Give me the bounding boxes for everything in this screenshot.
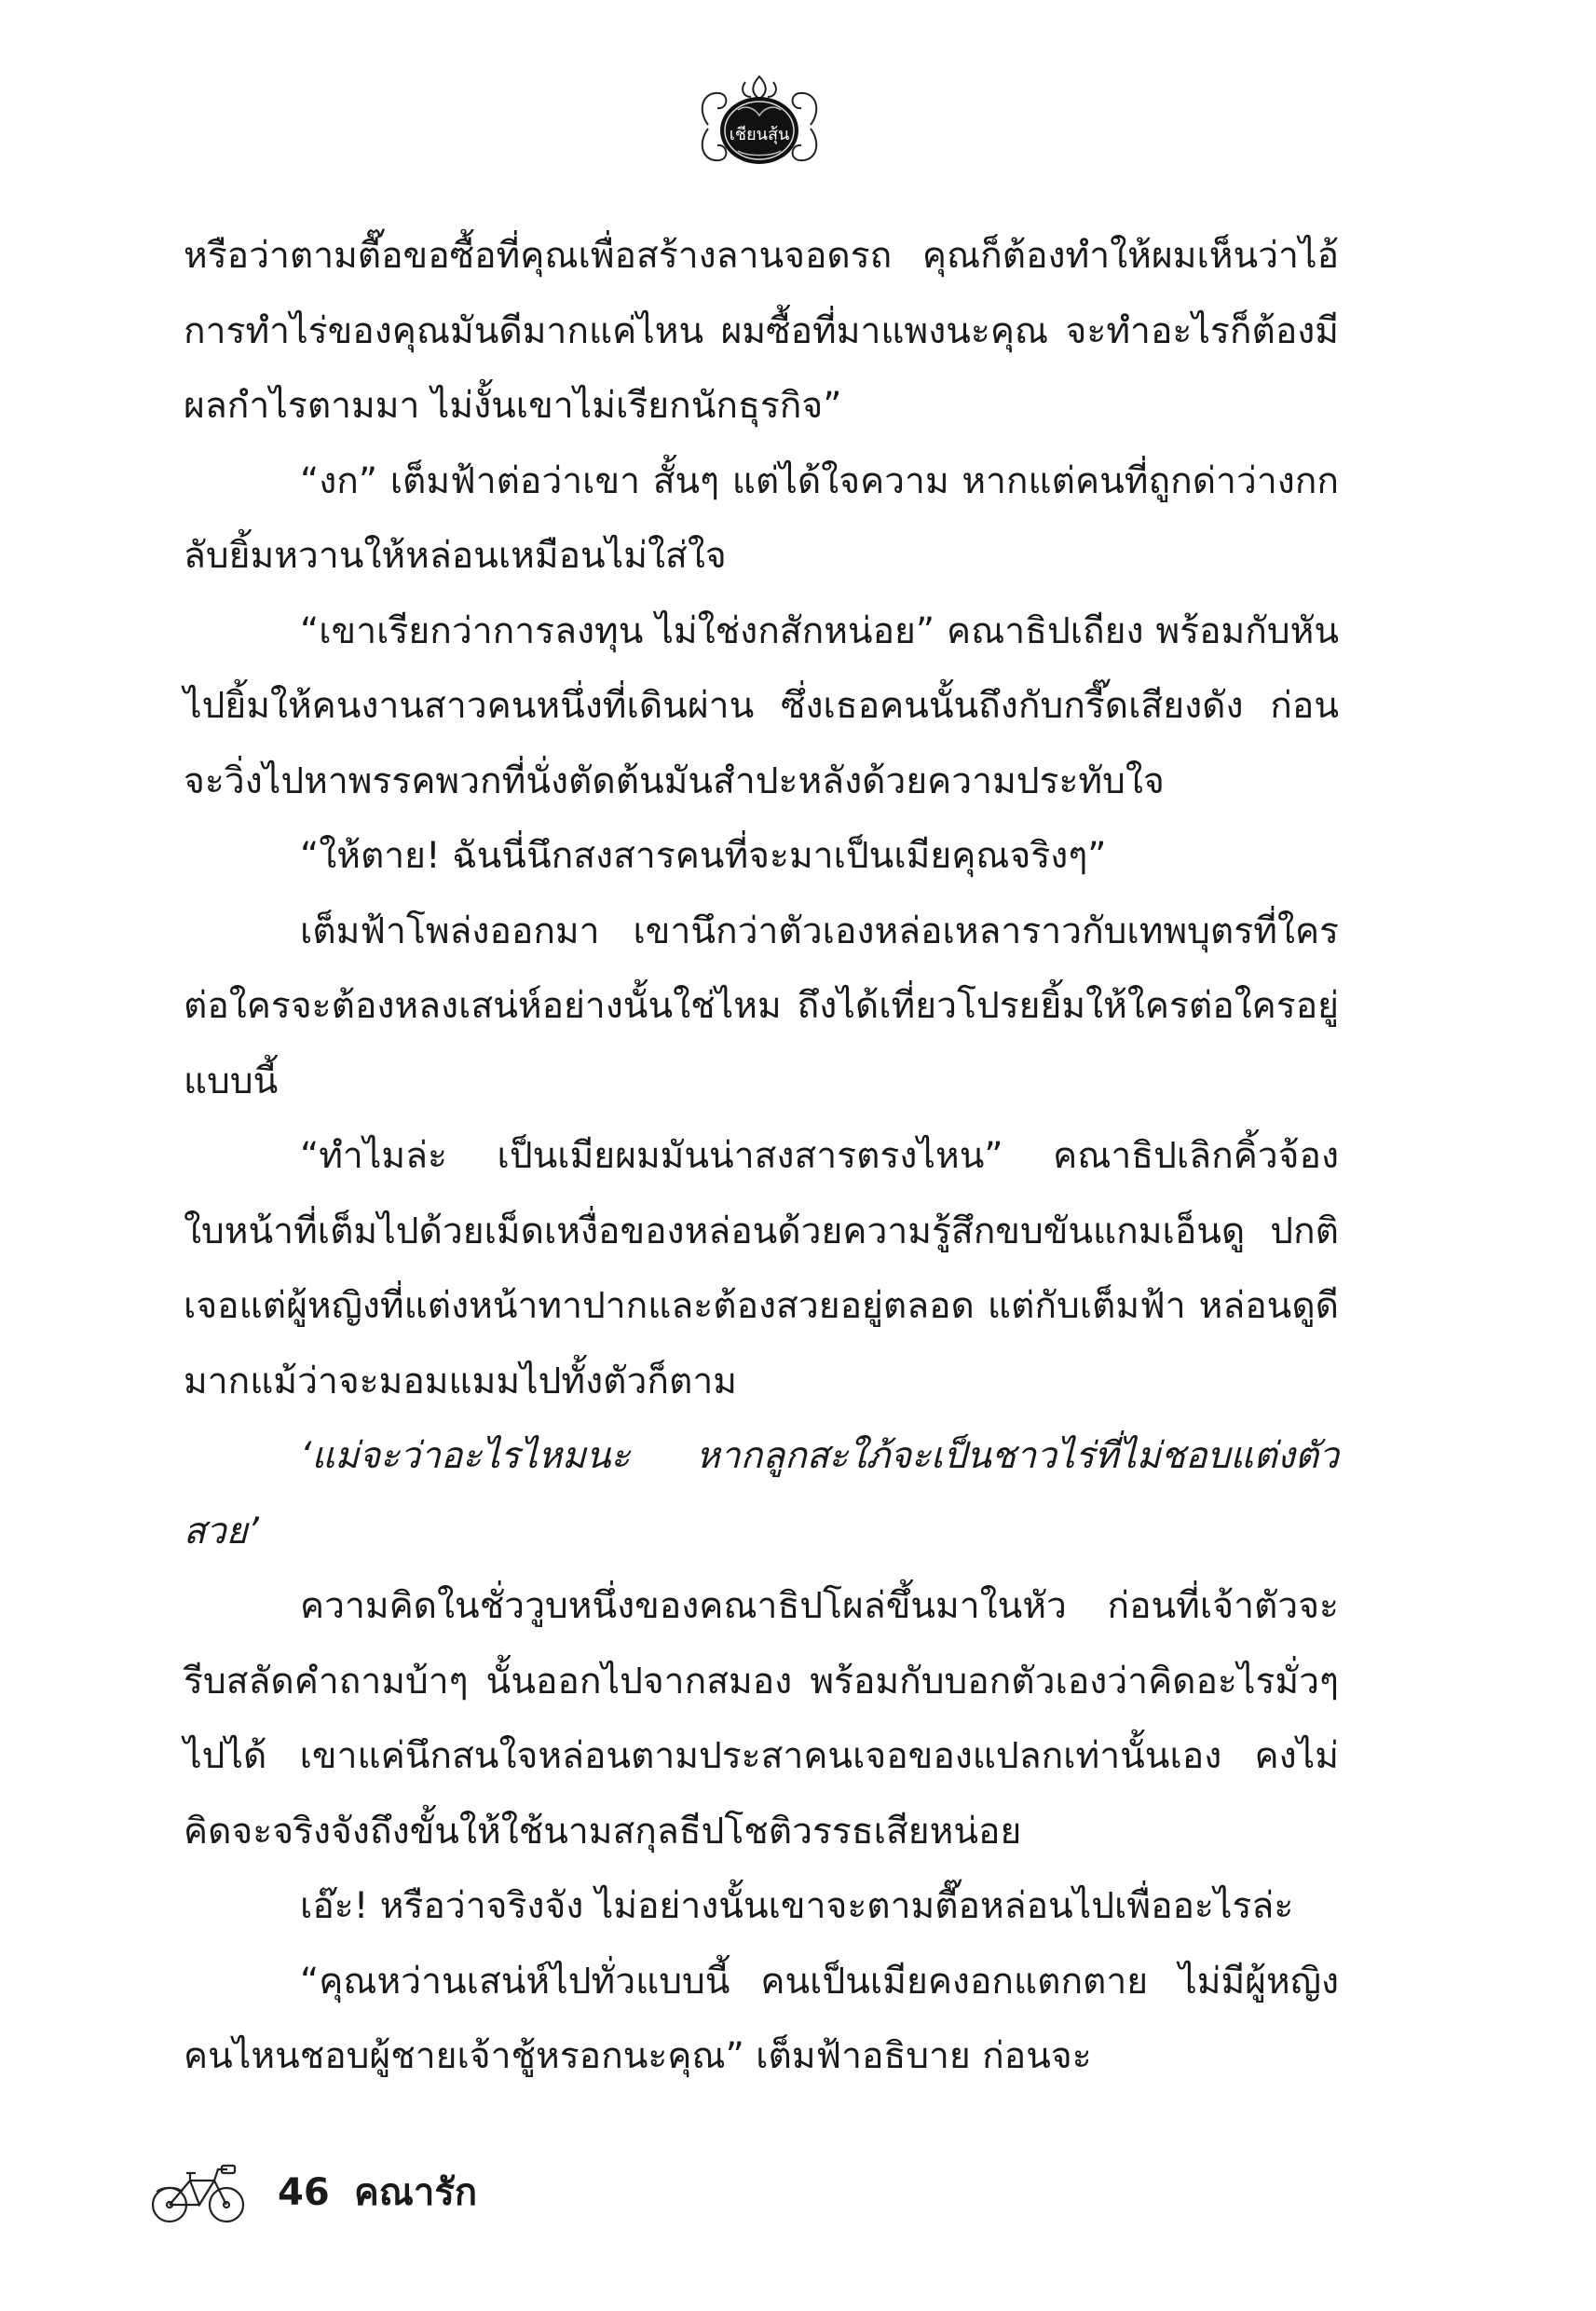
- paragraph: เต็มฟ้าโพล่งออกมา เขานึกว่าตัวเองหล่อเหลาราวกับเทพบุตรที่ใครต่อใครจะต้องหลงเสน่ห์อย่างนั้นใช่ไหม ถึงได้เที่ยวโปรยยิ้มให้ใครต่อใครอยู่แบบนี้: [184, 909, 1339, 1102]
- page-number: 46: [278, 2171, 330, 2214]
- paragraph-thought: ‘แม่จะว่าอะไรไหมนะ หากลูกสะใภ้จะเป็นชาวไร่ที่ไม่ชอบแต่งตัวสวย’: [184, 1435, 1339, 1552]
- paragraph: เอ๊ะ! หรือว่าจริงจัง ไม่อย่างนั้นเขาจะตามตื๊อหล่อนไปเพื่ออะไรล่ะ: [300, 1885, 1294, 1927]
- paragraph: “คุณหว่านเสน่ห์ไปทั่วแบบนี้ คนเป็นเมียคงอกแตกตาย ไม่มีผู้หญิงคนไหนชอบผู้ชายเจ้าชู้หรอกนะคุณ” เต็มฟ้าอธิบาย ก่อนจะ: [184, 1960, 1339, 2077]
- paragraph: “ให้ตาย! ฉันนี่นึกสงสารคนที่จะมาเป็นเมียคุณจริงๆ”: [300, 835, 1107, 877]
- page-footer: [149, 2160, 708, 2225]
- paragraph: ความคิดในชั่ววูบหนึ่งของคณาธิปโผล่ขึ้นมาในหัว ก่อนที่เจ้าตัวจะรีบสลัดคำถามบ้าๆ นั้นออกไปจากสมอง พร้อมกับบอกตัวเองว่าคิดอะไรมั่วๆ ไปได้ เขาแค่นึกสนใจหล่อนตามประสาคนเจอของแปลกเท่านั้นเอง คงไม่คิดจะจริงจังถึงขั้นให้ใช้นามสกุลธีปโชติวรรธเสียหน่อย: [184, 1585, 1339, 1853]
- body-text: [184, 219, 1339, 2095]
- logo-text: เชียนสุ้น: [729, 125, 790, 144]
- paragraph: “เขาเรียกว่าการลงทุน ไม่ใช่งกสักหน่อย” คณาธิปเถียง พร้อมกับหันไปยิ้มให้คนงานสาวคนหนึ่งที่เดินผ่าน ซึ่งเธอคนนั้นถึงกับกรี๊ดเสียงดัง ก่อนจะวิ่งไปหาพรรคพวกที่นั่งตัดต้นมันสำปะหลังด้วยความประทับใจ: [184, 609, 1339, 802]
- paragraph: “งก” เต็มฟ้าต่อว่าเขา สั้นๆ แต่ได้ใจความ หากแต่คนที่ถูกด่าว่างกกลับยิ้มหวานให้หล่อนเหมือนไม่ใส่ใจ: [184, 459, 1339, 577]
- book-title: คณารัก: [354, 2171, 478, 2214]
- bicycle-icon: [149, 2160, 247, 2225]
- paragraph: หรือว่าตามตื๊อขอซื้อที่คุณเพื่อสร้างลานจอดรถ คุณก็ต้องทำให้ผมเห็นว่าไอ้การทำไร่ของคุณมันดีมากแค่ไหน ผมซื้อที่มาแพงนะคุณ จะทำอะไรก็ต้องมีผลกำไรตามมา ไม่งั้นเขาไม่เรียกนักธุรกิจ”: [184, 235, 1339, 427]
- paragraph: “ทำไมล่ะ เป็นเมียผมมันน่าสงสารตรงไหน” คณาธิปเลิกคิ้วจ้องใบหน้าที่เต็มไปด้วยเม็ดเหงื่อของหล่อนด้วยความรู้สึกขบขันแกมเอ็นดู ปกติเจอแต่ผู้หญิงที่แต่งหน้าทาปากและต้องสวยอยู่ตลอด แต่กับเต็มฟ้า หล่อนดูดีมากแม้ว่าจะมอมแมมไปทั้งตัวก็ตาม: [184, 1135, 1339, 1402]
- ornamental-emblem-icon: [689, 73, 829, 177]
